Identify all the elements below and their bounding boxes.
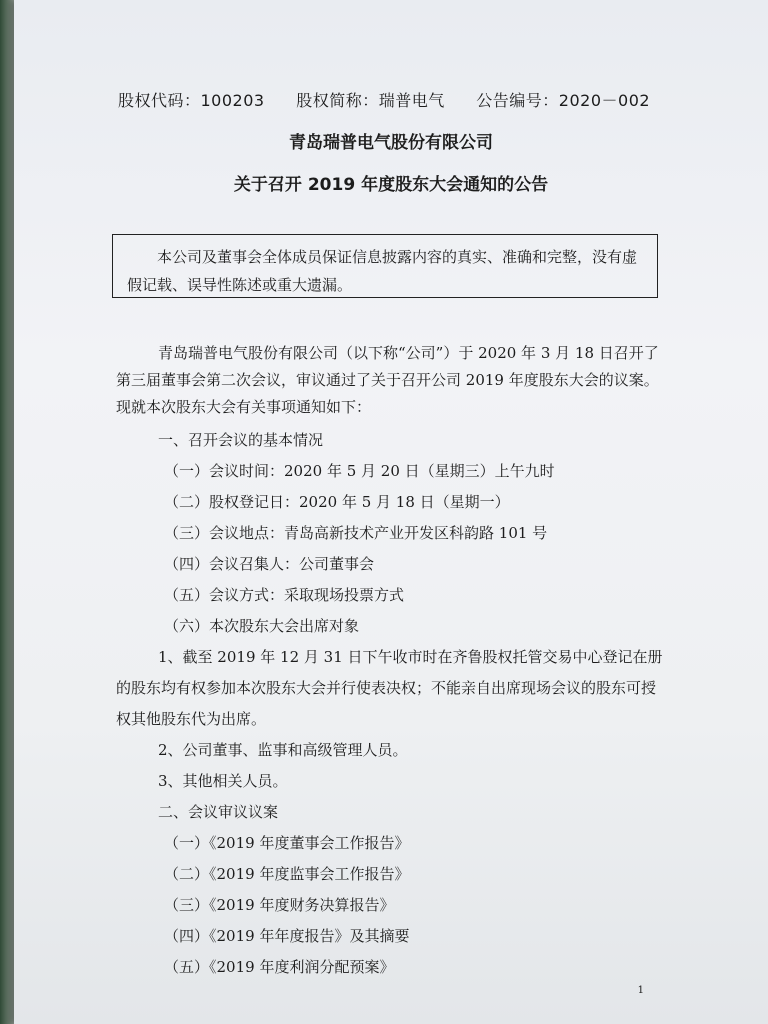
list-item: （四）会议召集人：公司董事会 [164,555,375,573]
equity-code: 股权代码：100203 [118,91,265,110]
proposal-item: （二）《2019 年度监事会工作报告》 [164,865,410,883]
document-page [14,0,768,1024]
announcement-header [118,88,678,111]
proposal-item: （五）《2019 年度利润分配预案》 [164,958,395,976]
page-number: 1 [637,985,644,996]
notice-title: 关于召开 2019 年度股东大会通知的公告 [233,175,549,195]
proposal-item: （四）《2019 年年度报告》及其摘要 [164,927,410,945]
list-item: （三）会议地点：青岛高新技术产业开发区科韵路 101 号 [164,524,548,542]
attendee-item: 1、截至 2019 年 12 月 31 日下午收市时在齐鲁股权托管交易中心登记在册的股东均有权参加本次股东大会并行使表决权；不能亲自出席现场会议的股东可授权其他股东代为出席。 [116,648,663,728]
attendee-item: 3、其他相关人员。 [158,772,288,790]
list-item: （一）会议时间：2020 年 5 月 20 日（星期三）上午九时 [164,462,555,480]
equity-abbreviation: 股权简称：瑞普电气 [296,91,445,110]
list-item: （二）股权登记日：2020 年 5 月 18 日（星期一） [164,493,510,511]
proposal-item: （一）《2019 年度董事会工作报告》 [164,834,410,852]
intro-paragraph: 青岛瑞普电气股份有限公司（以下称“公司”）于 2020 年 3 月 18 日召开了第三届董事会第二次会议，审议通过了关于召开公司 2019 年度股东大会的议案。现就本次股东大会有关事项通知如下： [116,344,659,416]
document-body [116,340,668,983]
notice-number: 公告编号：2020－002 [476,91,651,110]
section-heading-basic-info: 一、召开会议的基本情况 [158,431,324,449]
section-heading-proposals: 二、会议审议议案 [158,803,279,821]
list-item: （六）本次股东大会出席对象 [164,617,360,635]
attendee-item: 2、公司董事、监事和高级管理人员。 [158,741,408,759]
list-item: （五）会议方式：采取现场投票方式 [164,586,405,604]
company-title: 青岛瑞普电气股份有限公司 [289,133,493,153]
proposal-item: （三）《2019 年度财务决算报告》 [164,896,395,914]
disclosure-statement-box: 本公司及董事会全体成员保证信息披露内容的真实、准确和完整，没有虚假记载、误导性陈述或重大遗漏。 [112,234,658,298]
